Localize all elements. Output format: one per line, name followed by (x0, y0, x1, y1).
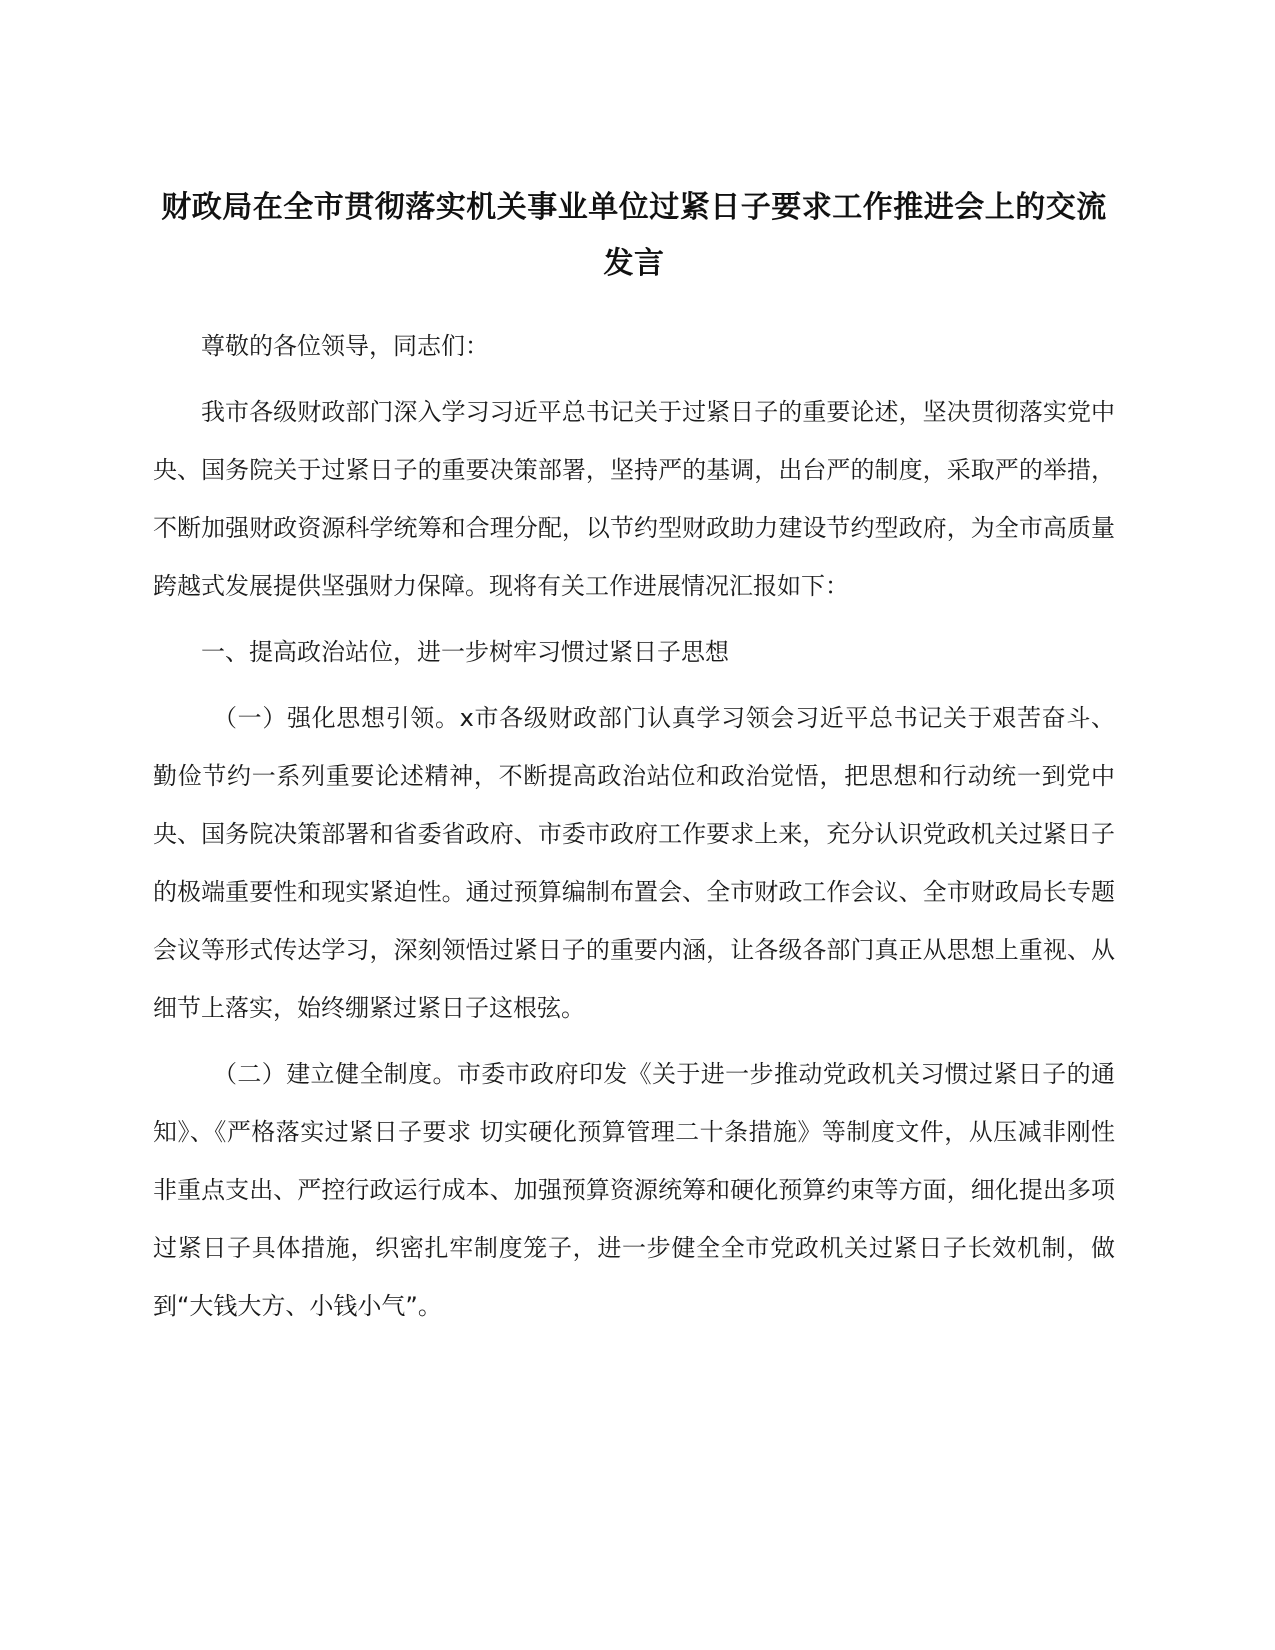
salutation: 尊敬的各位领导，同志们： (201, 332, 489, 360)
document-body (153, 180, 1115, 1335)
subsection-paragraph-2: （二）建立健全制度。市委市政府印发《关于进一步推动党政机关习惯过紧日子的通知》、《严格落实过紧日子要求 切实硬化预算管理二十条措施》等制度文件，从压减非刚性非重点支出、严控行政运行成本、加强预算资源统筹和硬化预算约束等方面，细化提出多项过紧日子具体措施，织密扎牢制度笼子，进一步健全全市党政机关过紧日子长效机制，做到“大钱大方、小钱小气”。 (153, 1060, 1115, 1320)
section-heading-1: 一、提高政治站位，进一步树牢习惯过紧日子思想 (201, 638, 729, 666)
document-title: 财政局在全市贯彻落实机关事业单位过紧日子要求工作推进会上的交流发言 (161, 190, 1107, 281)
subsection-paragraph-1: （一）强化思想引领。x市各级财政部门认真学习领会习近平总书记关于艰苦奋斗、勤俭节约一系列重要论述精神，不断提高政治站位和政治觉悟，把思想和行动统一到党中央、国务院决策部署和省委省政府、市委市政府工作要求上来，充分认识党政机关过紧日子的极端重要性和现实紧迫性。通过预算编制布置会、全市财政工作会议、全市财政局长专题会议等形式传达学习，深刻领悟过紧日子的重要内涵，让各级各部门真正从思想上重视、从细节上落实，始终绷紧过紧日子这根弦。 (153, 704, 1115, 1022)
intro-paragraph: 我市各级财政部门深入学习习近平总书记关于过紧日子的重要论述，坚决贯彻落实党中央、国务院关于过紧日子的重要决策部署，坚持严的基调，出台严的制度，采取严的举措，不断加强财政资源科学统筹和合理分配，以节约型财政助力建设节约型政府，为全市高质量跨越式发展提供坚强财力保障。现将有关工作进展情况汇报如下： (153, 398, 1115, 600)
